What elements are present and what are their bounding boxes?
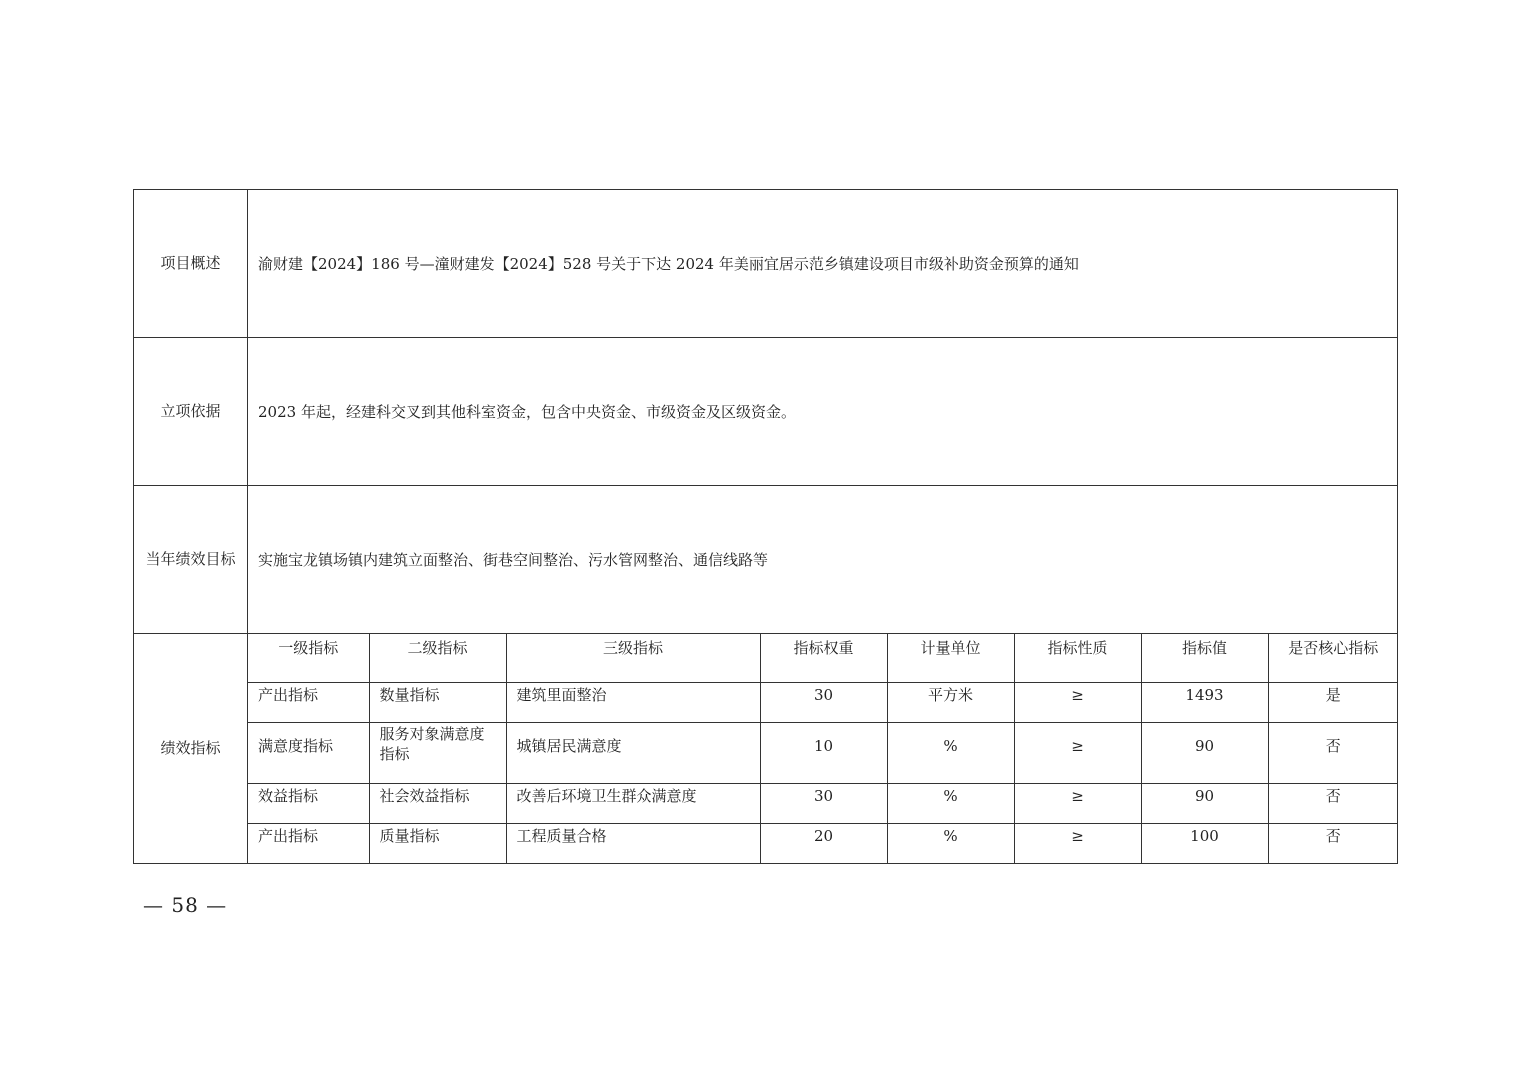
table-cell: 平方米 [887, 682, 1014, 722]
performance-indicators-label: 绩效指标 [134, 634, 248, 864]
table-cell: 1493 [1141, 682, 1268, 722]
header-cell: 二级指标 [369, 634, 506, 682]
table-cell: 20 [760, 823, 887, 863]
table-row [248, 823, 1398, 863]
table-cell: 社会效益指标 [369, 783, 506, 823]
table-cell: 建筑里面整治 [506, 682, 760, 722]
table-cell: 是 [1268, 682, 1398, 722]
table-cell: 90 [1141, 722, 1268, 783]
table-cell: 效益指标 [248, 783, 369, 823]
table-cell: 质量指标 [369, 823, 506, 863]
table-cell: 10 [760, 722, 887, 783]
table-cell: 30 [760, 682, 887, 722]
performance-indicators-row [134, 634, 1398, 864]
header-cell: 三级指标 [506, 634, 760, 682]
table-cell: 90 [1141, 783, 1268, 823]
project-basis-row [134, 338, 1398, 486]
project-overview-text: 渝财建【2024】186 号—潼财建发【2024】528 号关于下达 2024 年美丽宜居示范乡镇建设项目市级补助资金预算的通知 [248, 190, 1398, 338]
performance-indicators-cell [248, 634, 1398, 864]
table-cell: 产出指标 [248, 682, 369, 722]
project-basis-text: 2023 年起，经建科交叉到其他科室资金，包含中央资金、市级资金及区级资金。 [248, 338, 1398, 486]
table-cell: % [887, 823, 1014, 863]
table-row [248, 682, 1398, 722]
table-cell: 工程质量合格 [506, 823, 760, 863]
annual-goal-label: 当年绩效目标 [134, 486, 248, 634]
table-cell: 城镇居民满意度 [506, 722, 760, 783]
header-cell: 指标性质 [1014, 634, 1141, 682]
header-cell: 一级指标 [248, 634, 369, 682]
table-row [248, 783, 1398, 823]
header-cell: 指标值 [1141, 634, 1268, 682]
table-cell: % [887, 783, 1014, 823]
table-row [248, 722, 1398, 783]
page-number: — 58 — [143, 893, 228, 917]
table-cell: ≥ [1014, 823, 1141, 863]
project-overview-label: 项目概述 [134, 190, 248, 338]
indicators-header-row [248, 634, 1398, 682]
table-cell: 30 [760, 783, 887, 823]
table-cell: 产出指标 [248, 823, 369, 863]
project-basis-label: 立项依据 [134, 338, 248, 486]
table-cell: 数量指标 [369, 682, 506, 722]
table-cell: ≥ [1014, 783, 1141, 823]
table-cell: 否 [1268, 722, 1398, 783]
table-cell: 否 [1268, 783, 1398, 823]
header-cell: 计量单位 [887, 634, 1014, 682]
annual-goal-text: 实施宝龙镇场镇内建筑立面整治、街巷空间整治、污水管网整治、通信线路等 [248, 486, 1398, 634]
table-cell: ≥ [1014, 682, 1141, 722]
table-cell: % [887, 722, 1014, 783]
annual-goal-row [134, 486, 1398, 634]
header-cell: 指标权重 [760, 634, 887, 682]
table-cell: 100 [1141, 823, 1268, 863]
table-cell: 改善后环境卫生群众满意度 [506, 783, 760, 823]
header-cell: 是否核心指标 [1268, 634, 1398, 682]
table-cell: ≥ [1014, 722, 1141, 783]
table-cell: 服务对象满意度指标 [369, 722, 506, 783]
table-cell: 否 [1268, 823, 1398, 863]
project-performance-table [133, 189, 1398, 864]
project-overview-row [134, 190, 1398, 338]
table-cell: 满意度指标 [248, 722, 369, 783]
indicators-table [248, 634, 1398, 863]
